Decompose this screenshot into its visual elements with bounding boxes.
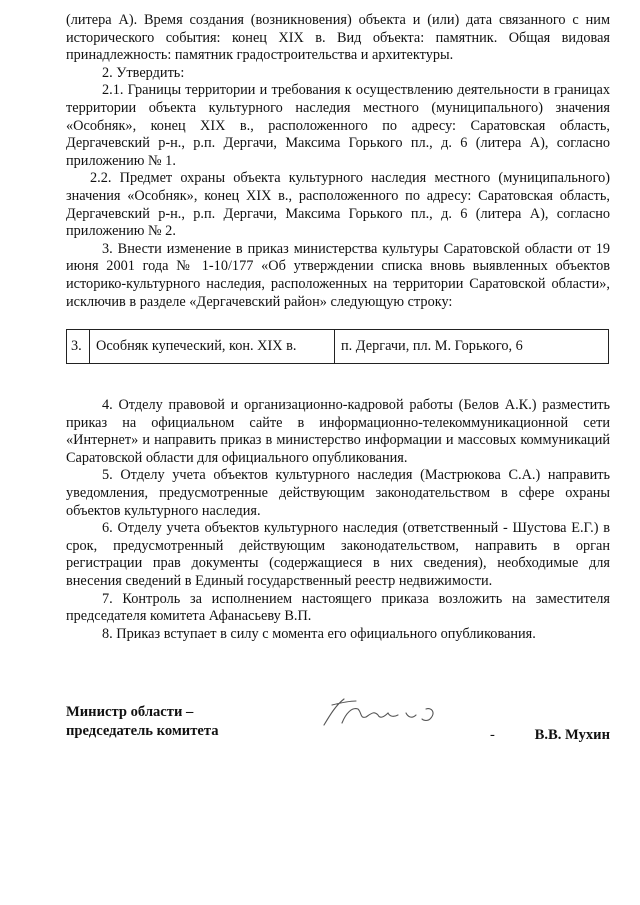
table-cell-number: 3.	[67, 330, 90, 364]
paragraph-2-1: 2.1. Границы территории и требования к осуществлению деятельности в границах территории объекта культурного наследия местного (муниципального) значения «Особняк», конец XIX в., расположенного по адресу: Саратовская область, Дергачевский р-н., р.п. Дергачи, Максима Горького пл., д. 6 (литера А), согласно приложению № 1.	[66, 82, 610, 169]
paragraph-3: 3. Внести изменение в приказ министерства культуры Саратовской области от 19 июня 2001 года № 1-10/177 «Об утверждении списка вновь выявленных объектов историко-культурного наследия, расположенных на территории Саратовской области», исключив в разделе «Дергачевский район» следующую строку:	[66, 240, 610, 310]
table-cell-address: п. Дергачи, пл. М. Горького, 6	[335, 330, 609, 364]
signature-dash: -	[490, 727, 495, 743]
paragraph-object-details: (литера А). Время создания (возникновения) объекта и (или) дата связанного с ним исторического события: конец XIX в. Вид объекта: памятник. Общая видовая принадлежность: памятник градостроительства и архитектуры.	[66, 12, 610, 64]
paragraph-7: 7. Контроль за исполнением настоящего приказа возложить на заместителя председателя комитета Афанасьеву В.П.	[66, 590, 610, 625]
signature-block	[66, 703, 610, 741]
table-row	[67, 330, 609, 364]
handwritten-signature-icon	[318, 695, 448, 731]
signatory-title-line2: председатель комитета	[66, 723, 219, 739]
signatory-title-line1: Министр области –	[66, 704, 194, 720]
signatory-name: В.В. Мухин	[534, 727, 610, 743]
paragraph-2-2: 2.2. Предмет охраны объекта культурного наследия местного (муниципального) значения «Особняк», конец XIX в., расположенного по адресу: Саратовская область, Дергачевский р-н., р.п. Дергачи, Максима Горького пл., д. 6 (литера А), согласно приложению № 2.	[66, 170, 610, 240]
paragraph-5: 5. Отделу учета объектов культурного наследия (Мастрюкова С.А.) направить уведомления, предусмотренные действующим законодательством в сфере охраны объектов культурного наследия.	[66, 467, 610, 519]
table-cell-name: Особняк купеческий, кон. XIX в.	[90, 330, 335, 364]
paragraph-8: 8. Приказ вступает в силу с момента его официального опубликования.	[102, 625, 536, 642]
paragraph-6: 6. Отделу учета объектов культурного наследия (ответственный - Шустова Е.Г.) в срок, предусмотренный действующим законодательством, направить в орган регистрации прав документы (содержащиеся в них сведения), необходимые для внесения сведений в Единый государственный реестр недвижимости.	[66, 520, 610, 590]
paragraph-4: 4. Отделу правовой и организационно-кадровой работы (Белов А.К.) разместить приказ на официальном сайте в информационно-телекоммуникационной сети «Интернет» и направить приказ в министерство информации и массовых коммуникаций Саратовской области для официального опубликования.	[66, 397, 610, 466]
excluded-row-table	[66, 329, 609, 364]
paragraph-approve: 2. Утвердить:	[102, 64, 185, 81]
document-body	[66, 12, 610, 643]
